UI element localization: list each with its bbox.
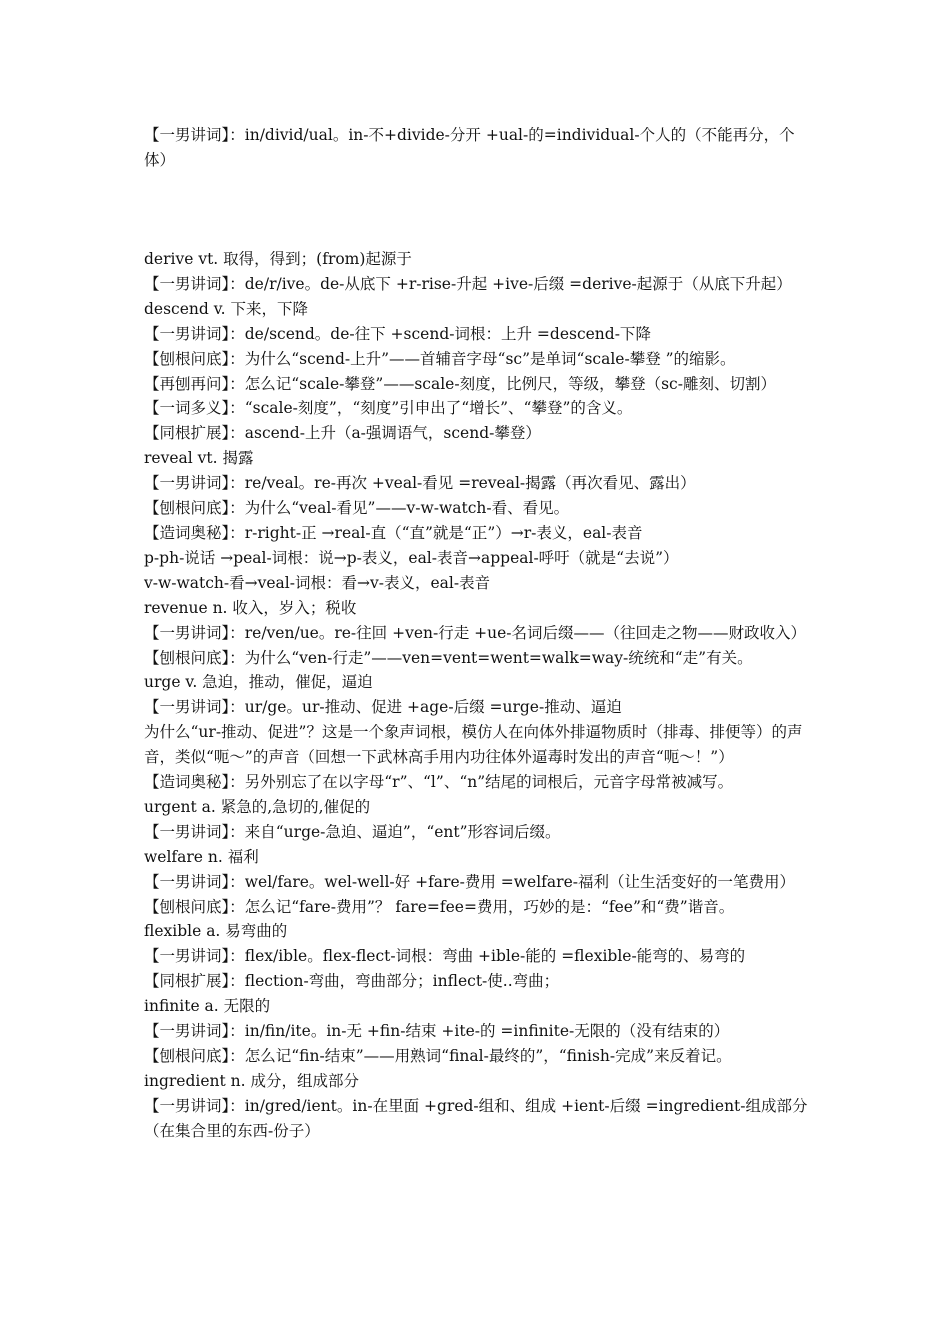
text-line: 【一男讲词】：in/gred/ient。in-在里面 +gred-组和、组成 +ient-后缀 =ingredient-组成部分（在集合里的东西-份子）: [144, 1096, 808, 1140]
text-line: 【刨根问底】：怎么记“fare-费用”？ fare=fee=费用，巧妙的是：“fee”和“费”谐音。: [144, 897, 735, 916]
text-line: 【一男讲词】：来自“urge-急迫、逼迫”，“ent”形容词后缀。: [144, 822, 561, 841]
text-line: infinite a. 无限的: [144, 997, 271, 1016]
text-line: 【一男讲词】：de/r/ive。de-从底下 +r-rise-升起 +ive-后缀 =derive-起源于（从底下升起）: [144, 274, 792, 293]
text-line: 【造词奥秘】：r-right-正 →real-直（“直”就是“正”）→r-表义，eal-表音: [144, 523, 643, 542]
vocabulary-list: [144, 247, 816, 1144]
text-line: 【一词多义】：“scale-刻度”，“刻度”引申出了“增长”、“攀登”的含义。: [144, 399, 633, 418]
text-line: 【一男讲词】：ur/ge。ur-推动、促进 +age-后缀 =urge-推动、逼迫: [144, 698, 622, 717]
text-line: 【一男讲词】：wel/fare。wel-well-好 +fare-费用 =welfare-福利（让生活变好的一笔费用）: [144, 872, 795, 891]
text-line: 【一男讲词】：de/scend。de-往下 +scend-词根：上升 =descend-下降: [144, 324, 651, 343]
text-line: 【同根扩展】：flection-弯曲，弯曲部分；inflect-使..弯曲；: [144, 972, 560, 991]
text-line: 为什么“ur-推动、促进”？这是一个象声词根，模仿人在向体外排逼物质时（排毒、排便等）的声音，类似“呃～”的声音（回想一下武林高手用内功往体外逼毒时发出的声音“呃～！”）: [144, 723, 803, 767]
text-line: 【一男讲词】：in/fin/ite。in-无 +fin-结束 +ite-的 =infinite-无限的（没有结束的）: [144, 1022, 730, 1041]
text-line: descend v. 下来，下降: [144, 299, 309, 318]
intro-paragraph: [144, 123, 816, 173]
text-line: 【再刨再问】：怎么记“scale-攀登”——scale-刻度，比例尺，等级，攀登（sc-雕刻、切割）: [144, 374, 776, 393]
text-line: welfare n. 福利: [144, 847, 259, 866]
text-line: 【刨根问底】：为什么“scend-上升”——首辅音字母“sc”是单词“scale-攀登 ”的缩影。: [144, 349, 736, 368]
text-line: flexible a. 易弯曲的: [144, 922, 288, 941]
text-line: 【刨根问底】：为什么“ven-行走”——ven=vent=went=walk=way-统统和“走”有关。: [144, 648, 753, 667]
text-line: urgent a. 紧急的,急切的,催促的: [144, 797, 371, 816]
text-line: 【同根扩展】：ascend-上升（a-强调语气，scend-攀登）: [144, 424, 541, 443]
text-line: revenue n. 收入，岁入；税收: [144, 598, 357, 617]
intro-line: 【一男讲词】：in/divid/ual。in-不+divide-分开 +ual-的=individual-个人的（不能再分，个体）: [144, 126, 795, 169]
text-line: urge v. 急迫，推动，催促，逼迫: [144, 673, 373, 692]
text-line: v-w-watch-看→veal-词根：看→v-表义，eal-表音: [144, 573, 491, 592]
text-line: 【刨根问底】：为什么“veal-看见”——v-w-watch-看、看见。: [144, 499, 570, 518]
text-line: 【一男讲词】：re/ven/ue。re-往回 +ven-行走 +ue-名词后缀——（往回走之物——财政收入）: [144, 623, 807, 642]
text-line: 【刨根问底】：怎么记“fin-结束”——用熟词“final-最终的”，“finish-完成”来反着记。: [144, 1047, 732, 1065]
text-line: 【造词奥秘】：另外别忘了在以字母“r”、“l”、“n”结尾的词根后，元音字母常被减写。: [144, 773, 734, 792]
text-line: derive vt. 取得，得到；(from)起源于: [144, 250, 412, 268]
text-line: 【一男讲词】：re/veal。re-再次 +veal-看见 =reveal-揭露（再次看见、露出）: [144, 474, 696, 493]
text-line: reveal vt. 揭露: [144, 449, 254, 468]
text-line: p-ph-说话 →peal-词根：说→p-表义，eal-表音→appeal-呼吁（就是“去说”）: [144, 548, 679, 567]
text-line: ingredient n. 成分，组成部分: [144, 1071, 359, 1090]
text-line: 【一男讲词】：flex/ible。flex-flect-词根：弯曲 +ible-能的 =flexible-能弯的、易弯的: [144, 947, 746, 966]
